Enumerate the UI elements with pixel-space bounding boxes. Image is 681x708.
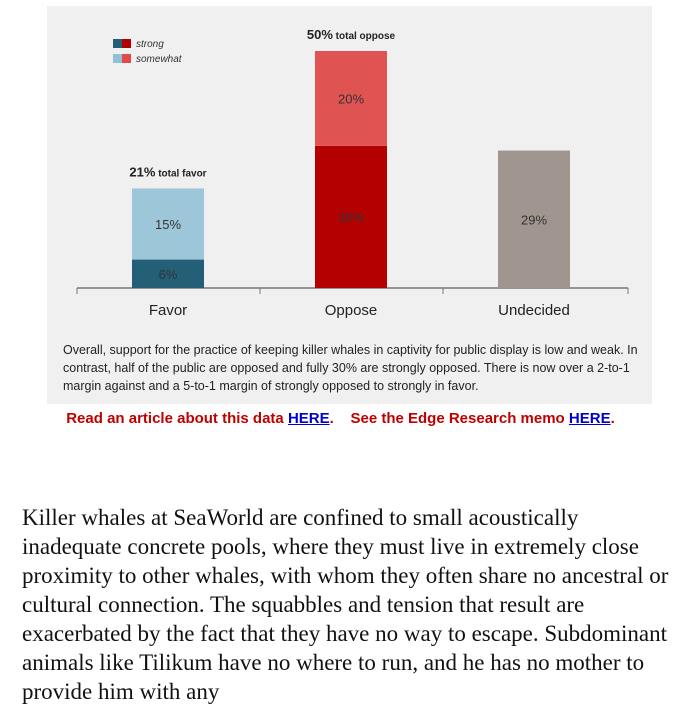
article-link-prefix: Read an article about this data bbox=[66, 410, 288, 427]
total-label-oppose: 50% total oppose bbox=[306, 27, 396, 42]
legend-label-strong: strong bbox=[136, 39, 164, 50]
stacked-bar-chart bbox=[47, 6, 652, 336]
links-spacer bbox=[334, 410, 351, 427]
memo-link[interactable]: HERE bbox=[568, 410, 611, 427]
article-link[interactable]: HERE bbox=[287, 410, 330, 427]
links-line bbox=[0, 410, 681, 427]
legend-swatch-strong-1 bbox=[122, 39, 131, 48]
chart-caption: Overall, support for the practice of keeping killer whales in captivity for public display is low and weak. In contrast, half of the public are opposed and fully 30% are strongly opposed. There is now over a 2-to-1 margin against and a 5-to-1 margin of strongly opposed to strongly in favor. bbox=[63, 343, 638, 393]
legend-swatch-strong-0 bbox=[113, 39, 122, 48]
legend-swatch-somewhat-1 bbox=[122, 54, 131, 63]
memo-link-prefix: See the Edge Research memo bbox=[350, 410, 569, 427]
x-tick-label-favor: Favor bbox=[148, 302, 188, 319]
total-label-favor: 21% total favor bbox=[129, 164, 207, 180]
data-label-favor-strong: 6% bbox=[158, 266, 178, 282]
article-link-suffix: . bbox=[329, 410, 334, 427]
chart-figure bbox=[47, 6, 652, 404]
x-tick-label-undecided: Undecided bbox=[498, 302, 570, 319]
memo-link-suffix: . bbox=[610, 410, 615, 427]
data-label-oppose-strong: 30% bbox=[337, 209, 365, 225]
legend-swatch-somewhat-0 bbox=[113, 54, 122, 63]
data-label-oppose-somewhat: 20% bbox=[337, 91, 365, 107]
x-tick-label-oppose: Oppose bbox=[324, 302, 378, 319]
data-label-undecided-strong: 29% bbox=[520, 212, 548, 228]
article-paragraph: Killer whales at SeaWorld are confined to small acoustically inadequate concrete pools, where they must live in extremely close proximity to other whales, with whom they often share no ancestral or cultural connection. The squabbles and tension that result are exacerbated by the fact that they have no way to escape. Subdominant animals like Tilikum have no where to run, and he has no mother to provide him with any bbox=[22, 505, 669, 704]
data-label-favor-somewhat: 15% bbox=[154, 217, 182, 233]
legend-label-somewhat: somewhat bbox=[136, 54, 182, 65]
